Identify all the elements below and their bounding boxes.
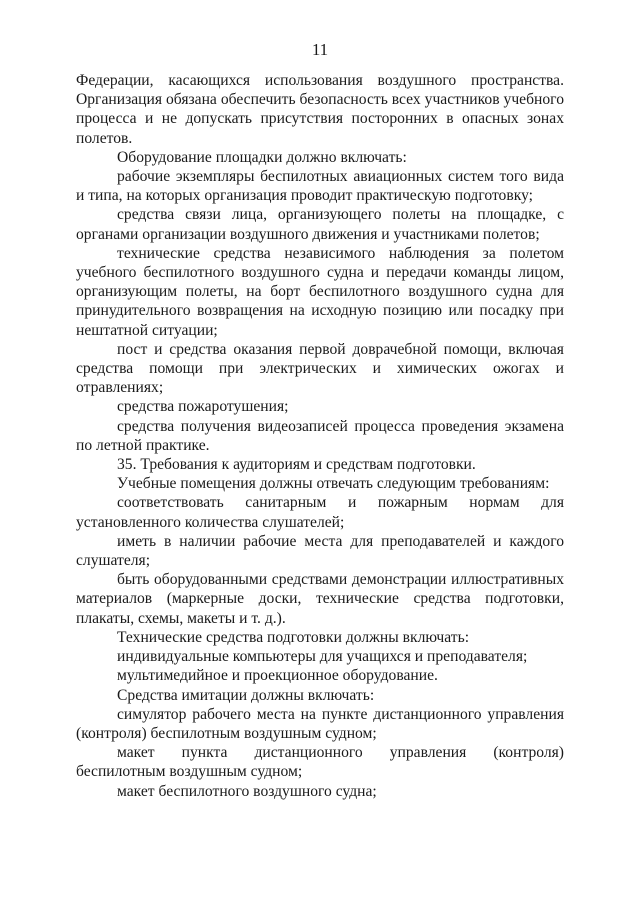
paragraph: средства связи лица, организующего полеты на площадке, с органами организации воздушного движения и участниками полетов; — [76, 206, 564, 243]
paragraph: рабочие экземпляры беспилотных авиационных систем того вида и типа, на которых организация проводит практическую подготовку; — [76, 168, 564, 205]
paragraph: пост и средства оказания первой доврачебной помощи, включая средства помощи при электрических и химических ожогах и отравлениях; — [76, 340, 564, 397]
paragraph: Учебные помещения должны отвечать следующим требованиям: — [117, 475, 550, 493]
paragraph: симулятор рабочего места на пункте дистанционного управления (контроля) беспилотным воздушным судном; — [76, 705, 564, 742]
paragraph: Федерации, касающихся использования воздушного пространства. Организация обязана обеспечить безопасность всех участников учебного процесса и не допускать присутствия посторонних в опасных зонах полетов. — [76, 72, 564, 147]
paragraph: Средства имитации должны включать: — [117, 686, 375, 704]
paragraph: индивидуальные компьютеры для учащихся и преподавателя; — [117, 648, 528, 666]
paragraph: макет пункта дистанционного управления (контроля) беспилотным воздушным судном; — [76, 744, 564, 781]
paragraph: средства пожаротушения; — [117, 398, 289, 416]
document-body — [76, 71, 564, 801]
page-number: 11 — [311, 40, 329, 59]
paragraph: иметь в наличии рабочие места для преподавателей и каждого слушателя; — [76, 532, 564, 570]
paragraph: 35. Требования к аудиториям и средствам подготовки. — [117, 456, 476, 474]
paragraph: технические средства независимого наблюдения за полетом учебного беспилотного воздушного судна и передачи команды лицом, организующим полеты, на борт беспилотного воздушного судна для принудительного возвращения на исходную позицию или посадку при нештатной ситуации; — [76, 244, 564, 339]
paragraph: Оборудование площадки должно включать: — [117, 148, 407, 166]
paragraph: Технические средства подготовки должны включать: — [117, 628, 470, 646]
paragraph: соответствовать санитарным и пожарным нормам для установленного количества слушателей; — [76, 494, 564, 531]
paragraph: макет беспилотного воздушного судна; — [117, 782, 377, 800]
paragraph: быть оборудованными средствами демонстрации иллюстративных материалов (маркерные доски, технические средства подготовки, плакаты, схемы, макеты и т. д.). — [76, 571, 564, 627]
paragraph: мультимедийное и проекционное оборудование. — [117, 667, 438, 685]
paragraph: средства получения видеозаписей процесса проведения экзамена по летной практике. — [76, 417, 564, 454]
